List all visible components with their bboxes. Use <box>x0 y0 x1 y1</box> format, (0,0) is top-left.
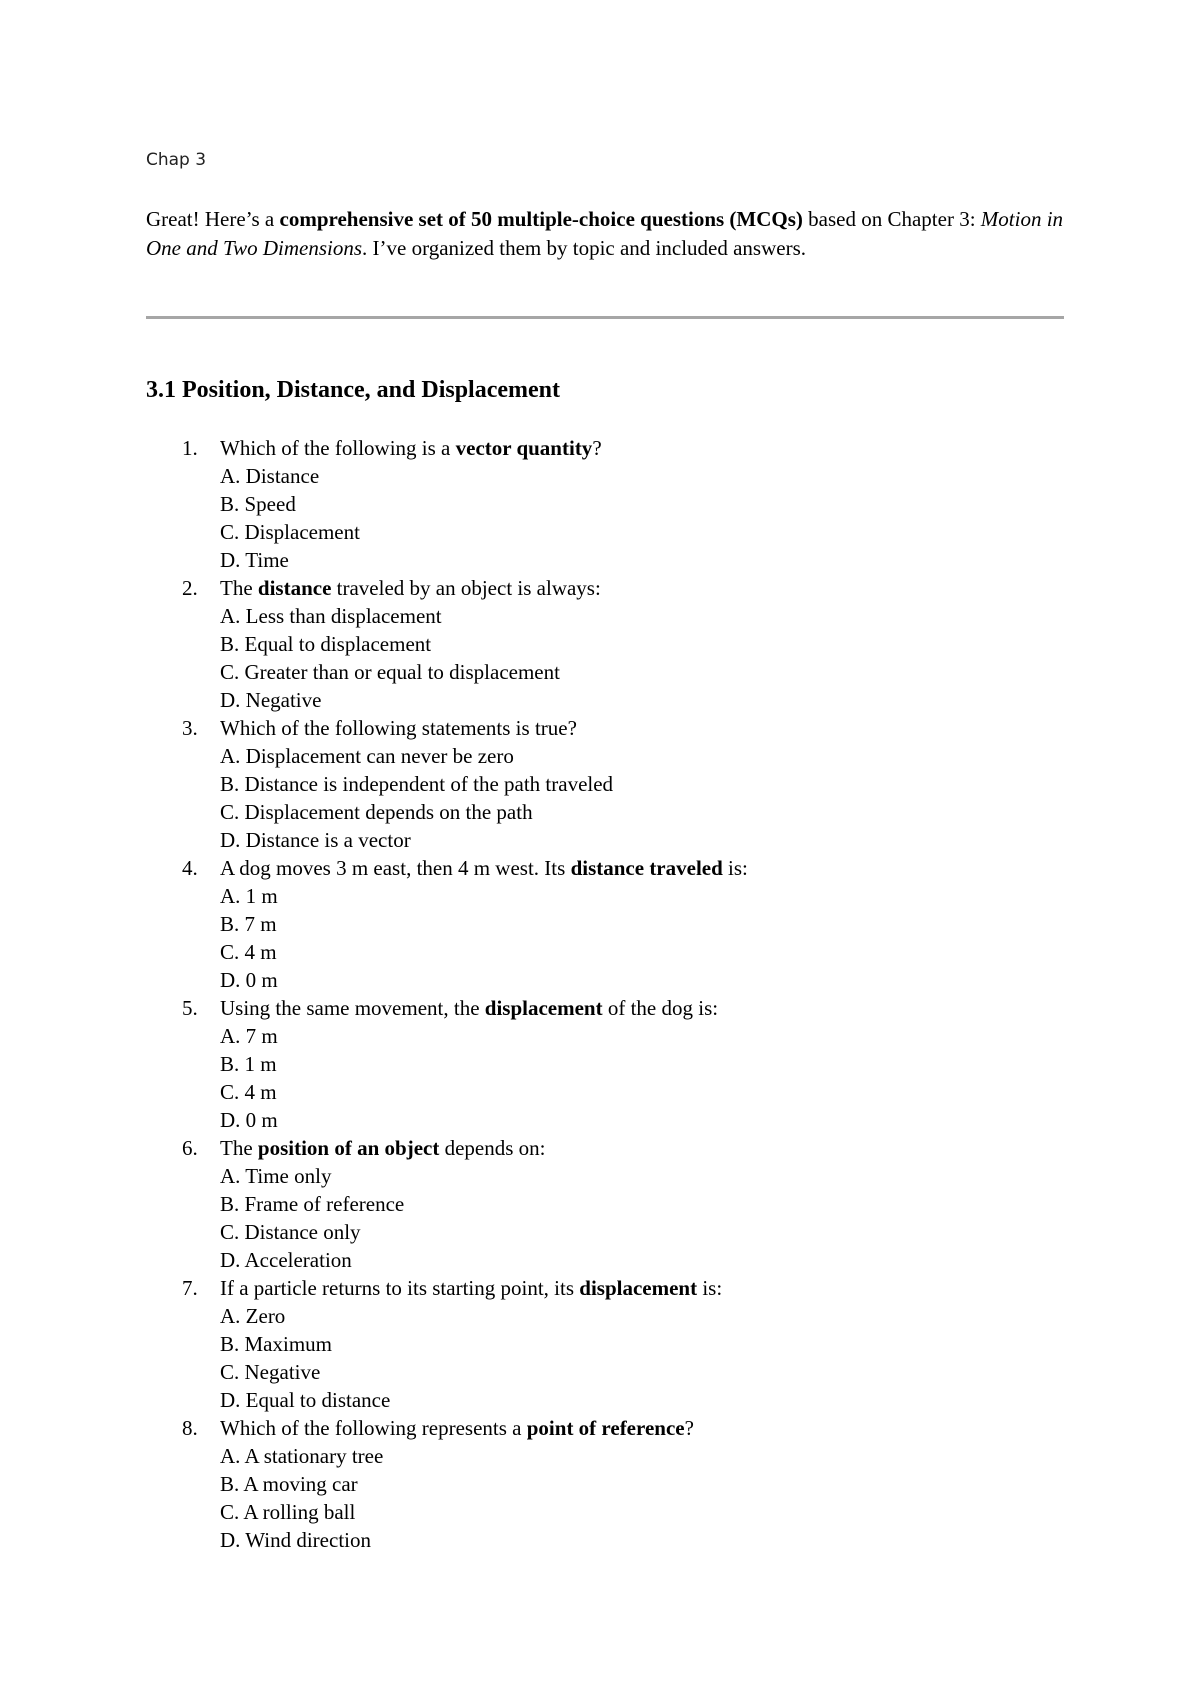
answer-option: A. Distance <box>220 464 320 488</box>
answer-option: D. Equal to distance <box>220 1388 391 1412</box>
question-text-part: Which of the following statements is true? <box>220 716 577 740</box>
answer-option: D. Distance is a vector <box>220 828 411 852</box>
answer-option: A. Displacement can never be zero <box>220 744 514 768</box>
question-text-part: traveled by an object is always: <box>331 576 601 600</box>
answer-option: B. 7 m <box>220 912 277 936</box>
question-text-part: of the dog is: <box>602 996 719 1020</box>
answer-option: B. Speed <box>220 492 296 516</box>
question-number: 1. <box>182 436 198 460</box>
question-item <box>146 1134 1046 1274</box>
answer-option: C. 4 m <box>220 1080 277 1104</box>
question-list <box>146 434 1046 1554</box>
answer-option: A. 1 m <box>220 884 278 908</box>
answer-option: D. Acceleration <box>220 1248 352 1272</box>
question-item <box>146 714 1046 854</box>
answer-option: D. 0 m <box>220 968 278 992</box>
question-text <box>220 996 718 1020</box>
question-item <box>146 854 1046 994</box>
question-text-part: depends on: <box>439 1136 546 1160</box>
question-number: 3. <box>182 716 198 740</box>
answer-option: C. Greater than or equal to displacement <box>220 660 560 684</box>
intro-italic-text: Motion in One and Two Dimensions <box>146 207 1064 260</box>
question-text-part: Which of the following is a <box>220 436 456 460</box>
answer-option: A. Time only <box>220 1164 332 1188</box>
intro-text: Great! Here’s a <box>146 207 280 231</box>
intro-text: . I’ve organized them by topic and included answers. <box>362 236 807 260</box>
answer-option: A. Less than displacement <box>220 604 442 628</box>
question-keyword: displacement <box>579 1276 698 1300</box>
intro-text: based on Chapter 3: <box>802 207 981 231</box>
question-keyword: distance traveled <box>570 856 723 880</box>
answer-option: D. Time <box>220 548 289 572</box>
question-number: 6. <box>182 1136 198 1160</box>
section-heading: 3.1 Position, Distance, and Displacement <box>146 377 560 403</box>
question-text <box>220 1276 722 1300</box>
answer-option: C. Displacement <box>220 520 360 544</box>
answer-option: D. Wind direction <box>220 1528 371 1552</box>
answer-option: B. Distance is independent of the path traveled <box>220 772 614 796</box>
question-text <box>220 856 748 880</box>
question-item <box>146 1414 1046 1554</box>
question-text <box>220 1136 546 1160</box>
intro-paragraph <box>146 205 1066 263</box>
question-item <box>146 1274 1046 1414</box>
question-number: 8. <box>182 1416 198 1440</box>
answer-option: A. 7 m <box>220 1024 278 1048</box>
question-text-part: The <box>220 576 258 600</box>
answer-option: A. Zero <box>220 1304 286 1328</box>
question-text <box>220 436 602 460</box>
question-keyword: point of reference <box>526 1416 685 1440</box>
answer-option: B. Equal to displacement <box>220 632 432 656</box>
question-item <box>146 994 1046 1134</box>
answer-option: D. 0 m <box>220 1108 278 1132</box>
question-keyword: distance <box>257 576 332 600</box>
question-item <box>146 434 1046 574</box>
question-keyword: vector quantity <box>455 436 593 460</box>
question-text <box>220 1416 694 1440</box>
answer-option: A. A stationary tree <box>220 1444 384 1468</box>
question-number: 5. <box>182 996 198 1020</box>
answer-option: B. 1 m <box>220 1052 277 1076</box>
answer-option: C. Negative <box>220 1360 321 1384</box>
answer-option: B. Maximum <box>220 1332 333 1356</box>
header-note: Chap 3 <box>146 150 207 170</box>
question-text-part: ? <box>592 436 602 460</box>
answer-option: D. Negative <box>220 688 322 712</box>
question-text <box>220 576 601 600</box>
question-text-part: Using the same movement, the <box>220 996 485 1020</box>
question-text-part: is: <box>697 1276 723 1300</box>
question-text-part: Which of the following represents a <box>220 1416 527 1440</box>
answer-option: C. 4 m <box>220 940 277 964</box>
question-keyword: position of an object <box>257 1136 440 1160</box>
question-number: 4. <box>182 856 198 880</box>
question-item <box>146 574 1046 714</box>
answer-option: C. Distance only <box>220 1220 361 1244</box>
question-keyword: displacement <box>484 996 603 1020</box>
question-text-part: If a particle returns to its starting point, its <box>220 1276 580 1300</box>
question-text-part: is: <box>722 856 748 880</box>
question-text-part: ? <box>684 1416 694 1440</box>
question-text <box>220 716 577 740</box>
answer-option: C. A rolling ball <box>220 1500 356 1524</box>
answer-option: C. Displacement depends on the path <box>220 800 533 824</box>
question-number: 2. <box>182 576 198 600</box>
question-text-part: The <box>220 1136 258 1160</box>
question-number: 7. <box>182 1276 198 1300</box>
horizontal-divider <box>146 316 1064 319</box>
intro-bold-text: comprehensive set of 50 multiple-choice questions (MCQs) <box>279 207 803 231</box>
answer-option: B. A moving car <box>220 1472 358 1496</box>
question-text-part: A dog moves 3 m east, then 4 m west. Its <box>220 856 571 880</box>
answer-option: B. Frame of reference <box>220 1192 405 1216</box>
